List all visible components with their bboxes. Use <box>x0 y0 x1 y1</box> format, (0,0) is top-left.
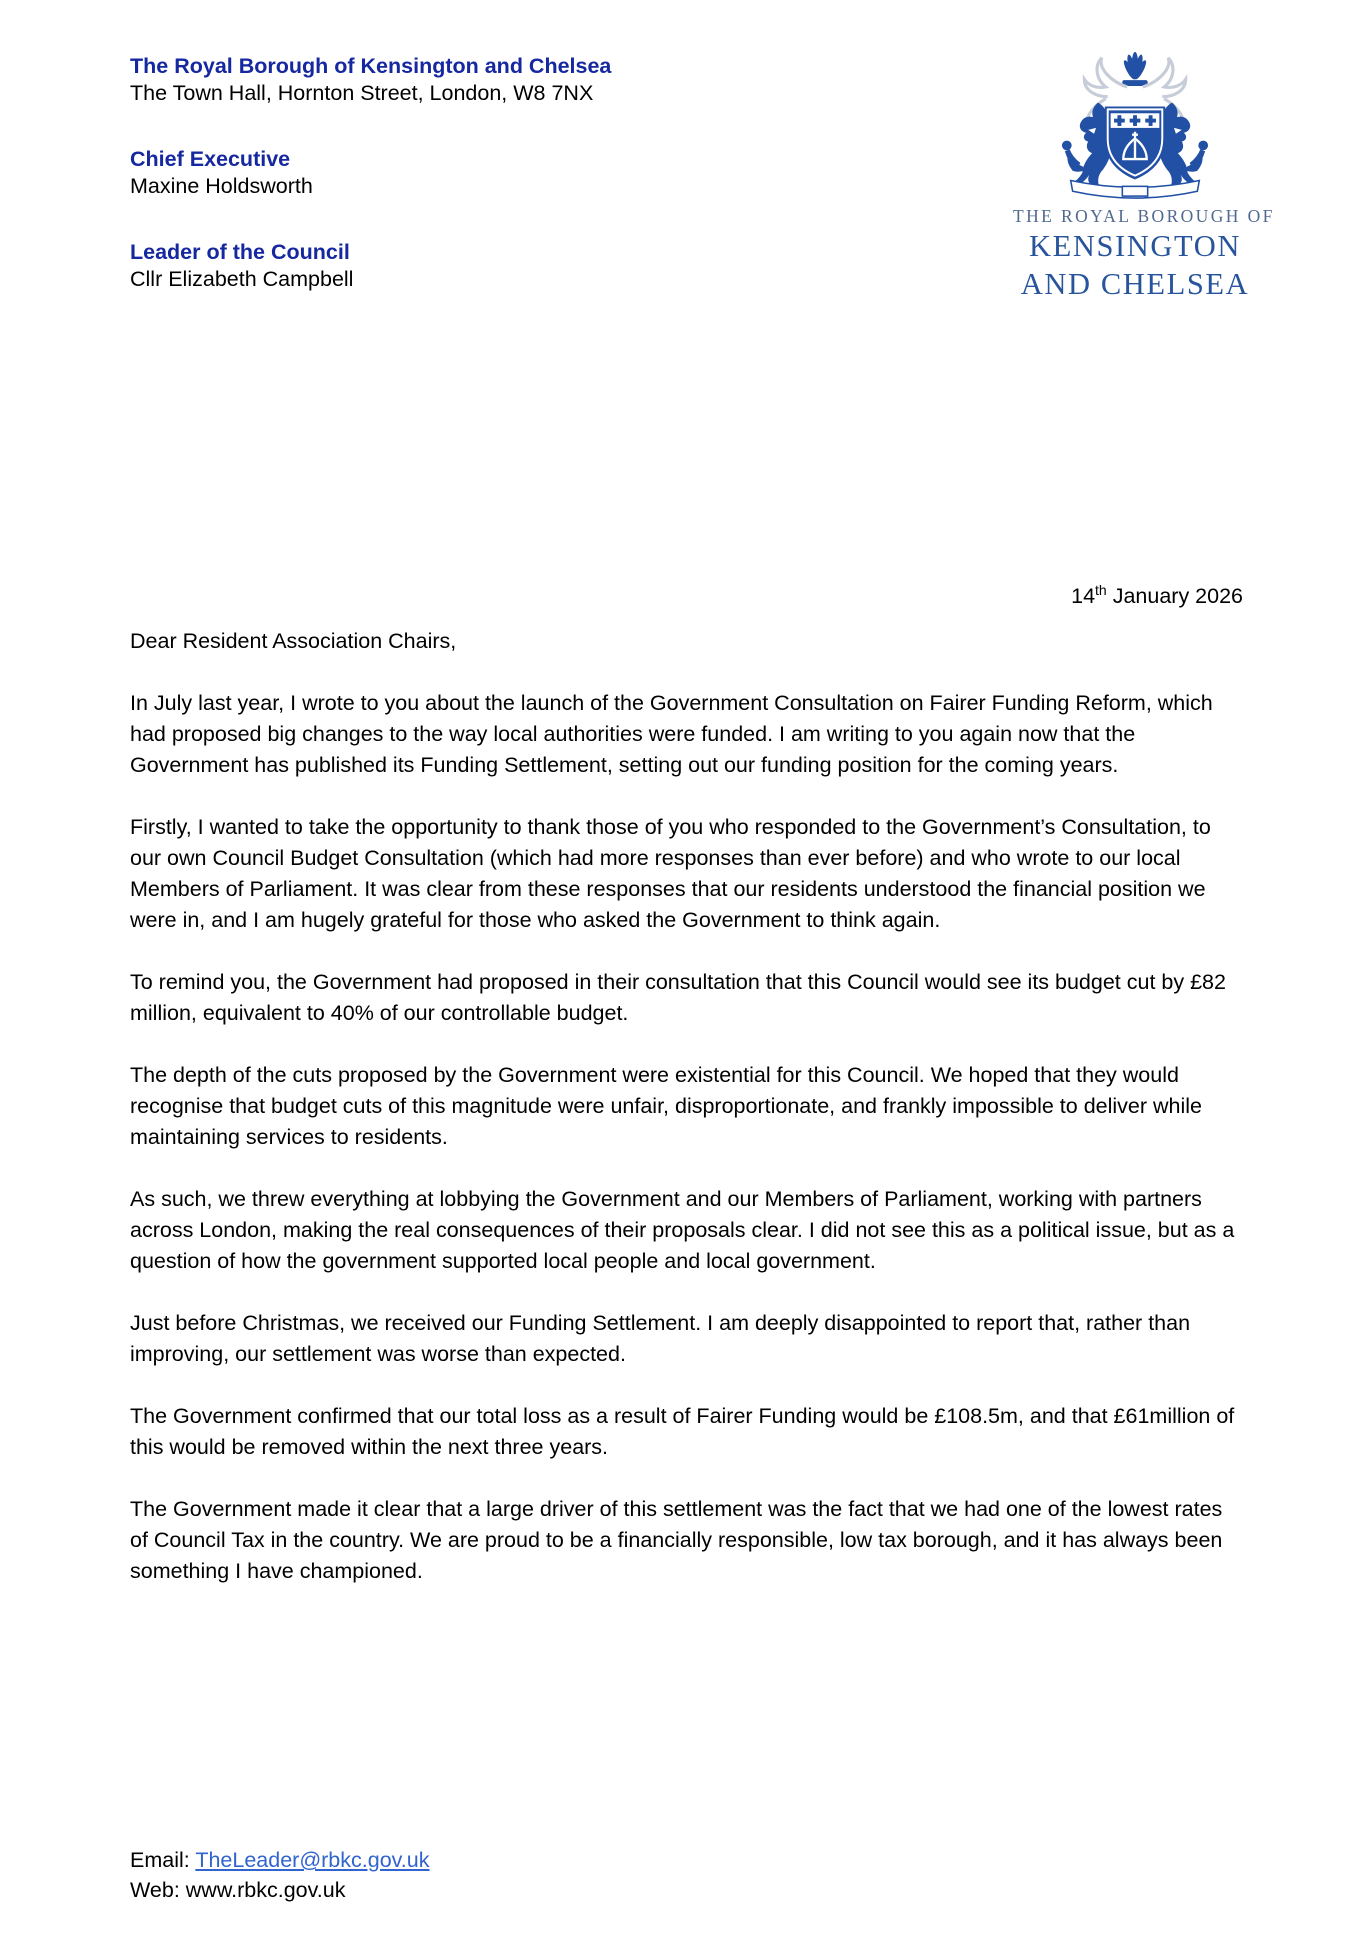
email-label: Email: <box>130 1848 196 1872</box>
coat-of-arms-icon <box>1037 48 1233 200</box>
crest-flames <box>1122 52 1148 86</box>
leader-label: Leader of the Council <box>130 240 350 264</box>
leader-name: Cllr Elizabeth Campbell <box>130 267 354 291</box>
paragraph-2: Firstly, I wanted to take the opportunity to thank those of you who responded to the Government’s Consultation, to our own Council Budget Consultation (which had more responses than ever before) and who wrote to our local Members of Parliament. It was clear from these responses that our residents understood the financial position we were in, and I am hugely grateful for those who asked the Government to think again. <box>130 815 1211 932</box>
paragraph-7: The Government confirmed that our total loss as a result of Fairer Funding would be £108.5m, and that £61million of this would be removed within the next three years. <box>130 1404 1235 1459</box>
paragraph-6: Just before Christmas, we received our Funding Settlement. I am deeply disappointed to report that, rather than improving, our settlement was worse than expected. <box>130 1311 1191 1366</box>
letter-date <box>130 581 1243 612</box>
date-month-year: January 2026 <box>1106 584 1243 608</box>
logo-wordmark-line3: AND CHELSEA <box>1020 267 1250 301</box>
logo-wordmark-line2: KENSINGTON <box>1029 229 1241 263</box>
web-line <box>130 1875 430 1905</box>
web-url: www.rbkc.gov.uk <box>185 1878 346 1902</box>
paragraph-4: The depth of the cuts proposed by the Government were existential for this Council. We hoped that they would recognise that budget cuts of this magnitude were unfair, disproportionate, and frankly impossible to deliver while maintaining services to residents. <box>130 1063 1203 1149</box>
chief-executive-name: Maxine Holdsworth <box>130 174 313 198</box>
leader-block <box>130 239 611 293</box>
paragraph-5: As such, we threw everything at lobbying the Government and our Members of Parliament, working with partners across London, making the real consequences of their proposals clear. I did not see this as a political issue, but as a question of how the government supported local people and local government. <box>130 1187 1235 1273</box>
salutation: Dear Resident Association Chairs, <box>130 629 457 653</box>
contact-footer <box>130 1845 430 1905</box>
chief-executive-label: Chief Executive <box>130 147 291 171</box>
letter-body <box>130 581 1243 1587</box>
email-line <box>130 1845 430 1875</box>
date-ordinal-suffix: th <box>1095 581 1107 598</box>
org-name: The Royal Borough of Kensington and Chelsea <box>130 54 612 78</box>
paragraph-3: To remind you, the Government had proposed in their consultation that this Council would see its budget cut by £82 million, equivalent to 40% of our controllable budget. <box>130 970 1226 1025</box>
email-link[interactable]: TheLeader@rbkc.gov.uk <box>195 1848 430 1872</box>
date-day: 14 <box>1071 584 1096 608</box>
sender-header <box>130 53 611 293</box>
logo-wordmark-line1: THE ROYAL BOROUGH OF <box>1013 206 1275 226</box>
chief-executive-block <box>130 146 611 200</box>
org-address: The Town Hall, Hornton Street, London, W8 7NX <box>130 81 594 105</box>
web-label: Web: <box>130 1878 186 1902</box>
crest-shield <box>1105 106 1165 179</box>
council-logo <box>1013 48 1275 303</box>
paragraph-8: The Government made it clear that a large driver of this settlement was the fact that we had one of the lowest rates of Council Tax in the country. We are proud to be a financially responsible, low tax borough, and it has always been something I have championed. <box>130 1497 1223 1583</box>
paragraph-1: In July last year, I wrote to you about the launch of the Government Consultation on Fairer Funding Reform, which had proposed big changes to the way local authorities were funded. I am writing to you again now that the Government has published its Funding Settlement, setting out our funding position for the coming years. <box>130 691 1213 777</box>
